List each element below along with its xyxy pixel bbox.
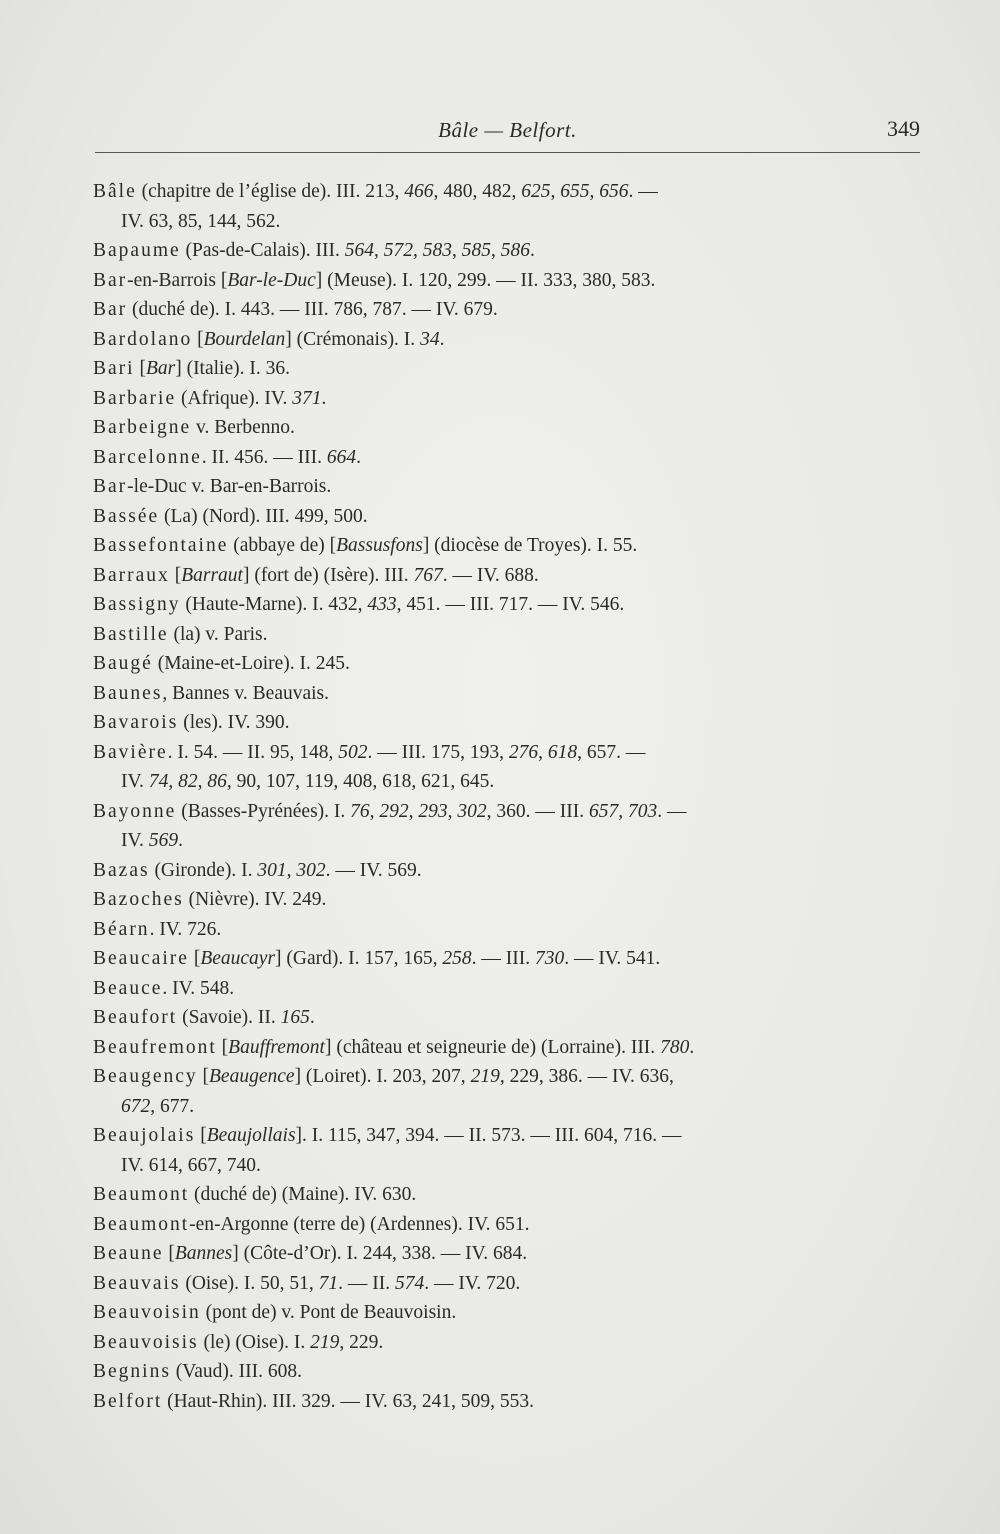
index-entry: Beaufremont [Bauffremont] (château et seigneurie de) (Lorraine). III. 780. (93, 1036, 695, 1058)
index-entry: Barraux [Barraut] (fort de) (Isère). III. 767. — IV. 688. (93, 564, 539, 586)
index-entry: Bar (duché de). I. 443. — III. 786, 787. — IV. 679. (93, 299, 498, 320)
index-entry-continuation: IV. 569. (121, 830, 183, 851)
index-entry: Beaujolais [Beaujollais]. I. 115, 347, 394. — II. 573. — III. 604, 716. — (93, 1125, 682, 1146)
index-entry: Beauvais (Oise). I. 50, 51, 71. — II. 574. — IV. 720. (93, 1272, 521, 1294)
index-entry: Beauvoisin (pont de) v. Pont de Beauvoisin. (93, 1302, 457, 1323)
index-entry: Bar-le-Duc v. Bar-en-Barrois. (93, 476, 332, 497)
index-entry: Belfort (Haut-Rhin). III. 329. — IV. 63, 241, 509, 553. (93, 1390, 534, 1412)
index-entry: Beauce. IV. 548. (93, 977, 235, 999)
index-entry: Baugé (Maine-et-Loire). I. 245. (93, 653, 350, 674)
index-entry: Bayonne (Basses-Pyrénées). I. 76, 292, 293, 302, 360. — III. 657, 703. — (93, 800, 687, 822)
page-number: 349 (887, 116, 920, 141)
index-entry: Bari [Bar] (Italie). I. 36. (93, 358, 290, 379)
index-entry: Bavière. I. 54. — II. 95, 148, 502. — III. 175, 193, 276, 618, 657. — (93, 741, 646, 763)
index-entry: Beaumont-en-Argonne (terre de) (Ardennes). IV. 651. (93, 1213, 530, 1235)
index-entry: Baunes, Bannes v. Beauvais. (93, 682, 330, 704)
index-entry: Beaumont (duché de) (Maine). IV. 630. (93, 1184, 417, 1205)
index-entry: Bazoches (Nièvre). IV. 249. (93, 889, 327, 910)
index-entry: Barbarie (Afrique). IV. 371. (93, 387, 327, 409)
index-entries (93, 177, 923, 1416)
index-entry-continuation: IV. 74, 82, 86, 90, 107, 119, 408, 618, 621, 645. (121, 771, 495, 792)
index-entry: Beauvoisis (le) (Oise). I. 219, 229. (93, 1331, 384, 1353)
index-entry: Bapaume (Pas-de-Calais). III. 564, 572, 583, 585, 586. (93, 240, 535, 261)
index-entry: Begnins (Vaud). III. 608. (93, 1361, 302, 1382)
running-head: Bâle — Belfort. (438, 118, 577, 142)
index-entry: Bazas (Gironde). I. 301, 302. — IV. 569. (93, 859, 422, 881)
index-entry: Barbeigne v. Berbenno. (93, 417, 295, 438)
index-entry: Beaufort (Savoie). II. 165. (93, 1007, 315, 1028)
index-entry: Bassée (La) (Nord). III. 499, 500. (93, 505, 368, 527)
index-entry: Béarn. IV. 726. (93, 918, 222, 940)
index-entry: Bavarois (les). IV. 390. (93, 712, 290, 733)
index-entry: Bâle (chapitre de l’église de). III. 213, 466, 480, 482, 625, 655, 656. — (93, 181, 658, 202)
page-header (95, 116, 920, 153)
index-entry: Bardolano [Bourdelan] (Crémonais). I. 34. (93, 328, 445, 350)
index-entry: Bassefontaine (abbaye de) [Bassusfons] (diocèse de Troyes). I. 55. (93, 535, 638, 556)
index-entry: Beaugency [Beaugence] (Loiret). I. 203, 207, 219, 229, 386. — IV. 636, (93, 1066, 674, 1087)
index-entry-continuation: 672, 677. (121, 1095, 195, 1117)
index-entry: Bassigny (Haute-Marne). I. 432, 433, 451. — III. 717. — IV. 546. (93, 594, 625, 615)
index-entry-continuation: IV. 63, 85, 144, 562. (121, 210, 281, 232)
index-entry: Barcelonne. II. 456. — III. 664. (93, 446, 362, 468)
index-entry: Beaucaire [Beaucayr] (Gard). I. 157, 165, 258. — III. 730. — IV. 541. (93, 948, 661, 969)
index-entry: Beaune [Bannes] (Côte-d’Or). I. 244, 338. — IV. 684. (93, 1243, 528, 1264)
index-entry-continuation: IV. 614, 667, 740. (121, 1154, 261, 1176)
index-entry: Bar-en-Barrois [Bar-le-Duc] (Meuse). I. 120, 299. — II. 333, 380, 583. (93, 269, 656, 291)
index-entry: Bastille (la) v. Paris. (93, 623, 268, 645)
